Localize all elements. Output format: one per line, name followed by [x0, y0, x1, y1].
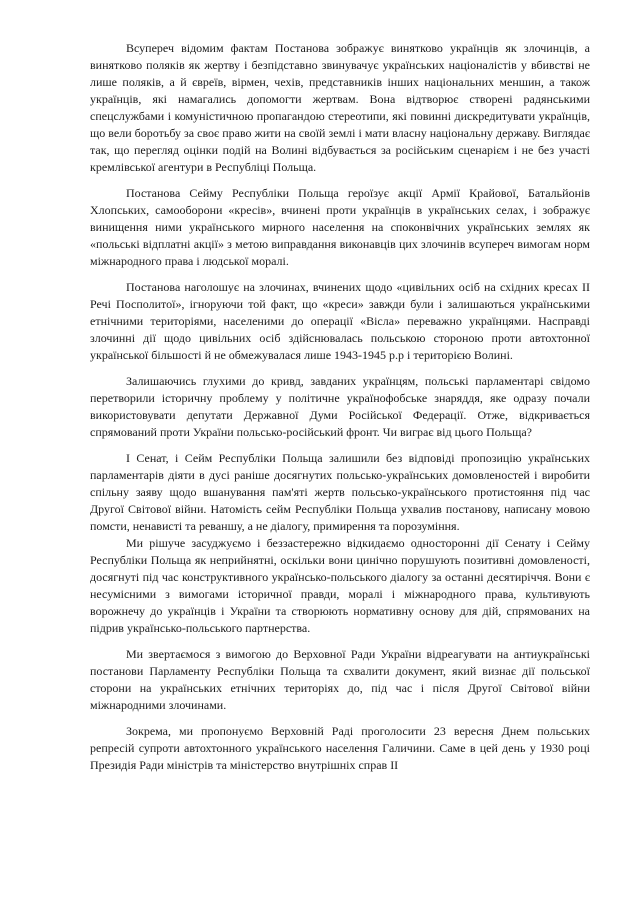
paragraph: Ми рішуче засуджуємо і беззастережно відкидаємо односторонні дії Сенату і Сейму Республіки Польща як неприйнятні, оскільки вони цинічно порушують позитивні домовленості, досягнуті під час конструктивного українсько-польського діалогу за останні десятиріччя. Вони є несумісними з вимогами історичної правди, моралі і міжнародного права, культивують ворожнечу до українців і України та створюють нормативну основу для дій, спрямованих на підрив українсько-польського партнерства. — [90, 536, 590, 635]
paragraph: Залишаючись глухими до кривд, завданих українцям, польські парламентарі свідомо перетворили історичну проблему у політичне українофобське знаряддя, яке одразу почали використовувати депутати Державної Думи Російської Федерації. Отже, відкривається спрямований проти України польсько-російський фронт. Чи виграє від цього Польща? — [90, 374, 590, 439]
paragraph: Зокрема, ми пропонуємо Верховній Раді проголосити 23 вересня Днем польських репресій супроти автохтонного українського населення Галичини. Саме в цей день у 1930 році Президія Ради міністрів та міністерство внутрішніх справ II — [90, 724, 590, 772]
paragraph: Постанова Сейму Республіки Польща героїзує акції Армії Крайової, Батальйонів Хлопських, самооборони «кресів», вчинені проти українців в українських селах, і зображує винищення ними українського мирного населення на споконвічних українських землях як «польські відплатні акції» з метою виправдання виконавців цих злочинів всупереч вимогам норм міжнародного права і людської моралі. — [90, 186, 590, 268]
paragraph: І Сенат, і Сейм Республіки Польща залишили без відповіді пропозицію українських парламентарів діяти в дусі раніше досягнутих польсько-українських домовленостей і виробити спільну заяву щодо вшанування пам'яті жертв польсько-українського протистояння під час Другої Світової війни. Натомість сейм Республіки Польща ухвалив постанову, написану мовою помсти, ненависті та реваншу, а не діалогу, примирення та порозуміння. — [90, 451, 590, 533]
paragraph: Ми звертаємося з вимогою до Верховної Ради України відреагувати на антиукраїнські постанови Парламенту Республіки Польща та схвалити документ, який визнає дії польської сторони на українських етнічних територіях до, під час і після Другої Світової війни міжнародними злочинами. — [90, 647, 590, 712]
paragraph: Всупереч відомим фактам Постанова зображує винятково українців як злочинців, а винятково поляків як жертву і безпідставно звинувачує українських націоналістів у вбивстві не лише поляків, а й євреїв, вірмен, чехів, представників інших національних меншин, а також українців, які намагались допомогти жертвам. Вона відтворює створені радянськими спецслужбами і комуністичною пропагандою стереотипи, які повинні дискредитувати українців, що вели боротьбу за своє право жити на своїй землі і мати власну національну державу. Виглядає так, що перегляд оцінки подій на Волині відбувається за російським сценарієм і не без участі кремлівської агентури в Республіці Польща. — [90, 41, 590, 174]
document-page — [90, 40, 590, 783]
paragraph: Постанова наголошує на злочинах, вчинених щодо «цивільних осіб на східних кресах II Речі Посполитої», ігноруючи той факт, що «креси» завжди були і залишаються українськими етнічними територіями, населеними до операції «Вісла» переважно українцями. Насправді злочинні дії щодо цивільних осіб здійснювалась польською стороною проти автохтонної української більшості й не обмежувалася лише 1943-1945 р.р і територією Волині. — [90, 280, 590, 362]
